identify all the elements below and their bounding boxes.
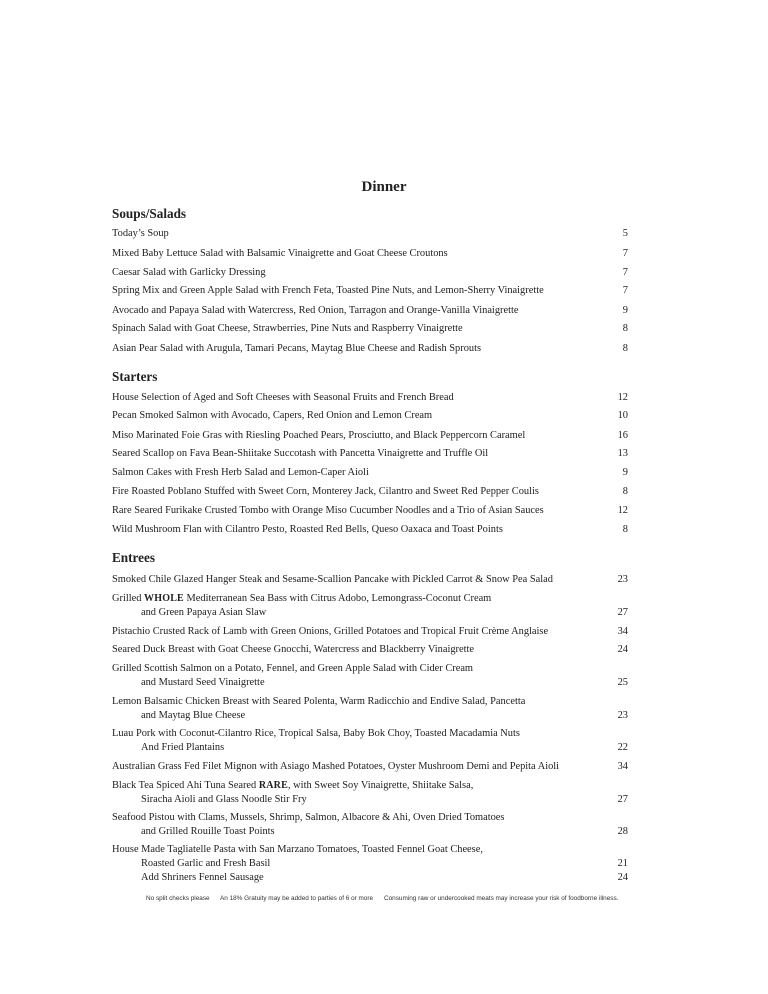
price: 24 bbox=[617, 644, 628, 655]
price: 27 bbox=[617, 607, 628, 618]
price: 13 bbox=[617, 448, 628, 459]
price: 27 bbox=[617, 794, 628, 805]
price: 16 bbox=[617, 430, 628, 441]
health-warning: Consuming raw or undercooked meats may increase your risk of foodborne illness. bbox=[384, 895, 619, 902]
price: 12 bbox=[617, 505, 628, 516]
price: 8 bbox=[622, 524, 628, 535]
price: 34 bbox=[617, 626, 628, 637]
price: 9 bbox=[622, 305, 628, 316]
price: 5 bbox=[622, 228, 628, 239]
price: 23 bbox=[617, 574, 628, 585]
price: 8 bbox=[622, 323, 628, 334]
section-heading-entrees: Entrees bbox=[112, 550, 155, 565]
price: 8 bbox=[622, 343, 628, 354]
price: 21 bbox=[617, 858, 628, 869]
emphasis-text: WHOLE bbox=[144, 593, 184, 604]
split-check-note: No split checks please bbox=[146, 895, 210, 902]
price: 22 bbox=[617, 742, 628, 753]
price: 23 bbox=[617, 710, 628, 721]
price: 9 bbox=[622, 467, 628, 478]
emphasis-text: RARE bbox=[258, 780, 288, 791]
price: 12 bbox=[617, 392, 628, 403]
section-heading-starters: Starters bbox=[112, 369, 158, 384]
price: 7 bbox=[622, 285, 628, 296]
page-title: Dinner bbox=[361, 179, 407, 195]
menu-page: Dinner Soups/Salads Today’s Soup 5 Mixed Baby Lettuce Salad with Balsamic Vinaigrette and Goat Cheese Croutons 7 Caesar Salad with Garlicky Dressing 7 Spring Mix and Green Apple Salad with French Feta, Toasted Pine Nuts, and Lemon-Sherry Vinaigrette 7 Avocado and Papaya Salad with Watercress, Red Onion, Tarragon and Orange-Vanilla Vinaigrette 9 Spinach Salad with Goat Cheese, Strawberries, Pine Nuts and Raspberry Vinaigrette 8 Asian Pear Salad with Arugula, Tamari Pecans, Maytag Blue Cheese and Radish Sprouts 8 Starters House Selection of Aged and Soft Cheeses with Seasonal Fruits and French Bread 12 Pecan Smoked Salmon with Avocado, Capers, Red Onion and Lemon Cream 10 Miso Marinated Foie Gras with Riesling Poached Pears, Prosciutto, and Black Peppercorn Caramel 16 Seared Scallop on Fava Bean-Shiitake Succotash with Pancetta Vinaigrette and Truffle Oil 13 Salmon Cakes with Fresh Herb Salad and Lemon-Caper Aioli 9 Fire Roasted Poblano Stuffed with Sweet Corn, Monterey Jack, Cilantro and Sweet Red Pepper Coulis 8 Rare Seared Furikake Crusted Tombo with Orange Miso Cucumber Noodles and a Trio of Asian Sauces 12 Wild Mushroom Flan with Cilantro Pesto, Roasted Red Bells, Queso Oaxaca and Toast Points 8 Entrees Smoked Chile Glazed Hanger Steak and Sesame-Scallion Pancake with Pickled Carrot & Snow Pea Salad 23 Grilled WHOLE Mediterranean Sea Bass with Citrus Adobo, Lemongrass-Coconut Cream and Green Papaya Asian Slaw 27 Pistachio Crusted Rack of Lamb with Green Onions, Grilled Potatoes and Tropical Fruit Crème Anglaise 34 Seared Duck Breast with Goat Cheese Gnocchi, Watercress and Blackberry Vinaigrette 24 Grilled Scottish Salmon on a Potato, Fennel, and Green Apple Salad with Cider Cream and Mustard Seed Vinaigrette 25 Lemon Balsamic Chicken Breast with Seared Polenta, Warm Radicchio and Endive Salad, Pancetta and Maytag Blue Cheese 23 Luau Pork with Coconut-Cilantro Rice, Tropical Salsa, Baby Bok Choy, Toasted Macadamia Nuts And Fried Plantains 22 Australian Grass Fed Filet Mignon with Asiago Mashed Potatoes, Oyster Mushroom Demi and Pepita Aioli 34 Black Tea Spiced Ahi Tuna Seared RARE, with Sweet Soy Vinaigrette, Shiitake Salsa, Siracha Aioli and Glass Noodle Stir Fry 27 Seafood Pistou with Clams, Mussels, Shrimp, Salmon, Albacore & Ahi, Oven Dried Tomatoes and Grilled Rouille Toast Points 28 House Made Tagliatelle Pasta with San Marzano Tomatoes, Toasted Fennel Goat Cheese, Roasted Garlic and Fresh Basil Add Shriners Fennel Sausage 21 24 bbox=[112, 0, 630, 994]
price: 25 bbox=[617, 677, 628, 688]
price: 24 bbox=[617, 872, 628, 883]
price: 34 bbox=[617, 761, 628, 772]
price: 8 bbox=[622, 486, 628, 497]
price: 10 bbox=[617, 410, 628, 421]
price: 7 bbox=[622, 248, 628, 259]
gratuity-note: An 18% Gratuity may be added to parties of 6 or more bbox=[220, 895, 374, 902]
price: 28 bbox=[617, 826, 628, 837]
price: 7 bbox=[622, 267, 628, 278]
section-heading-soups-salads: Soups/Salads bbox=[112, 206, 187, 221]
